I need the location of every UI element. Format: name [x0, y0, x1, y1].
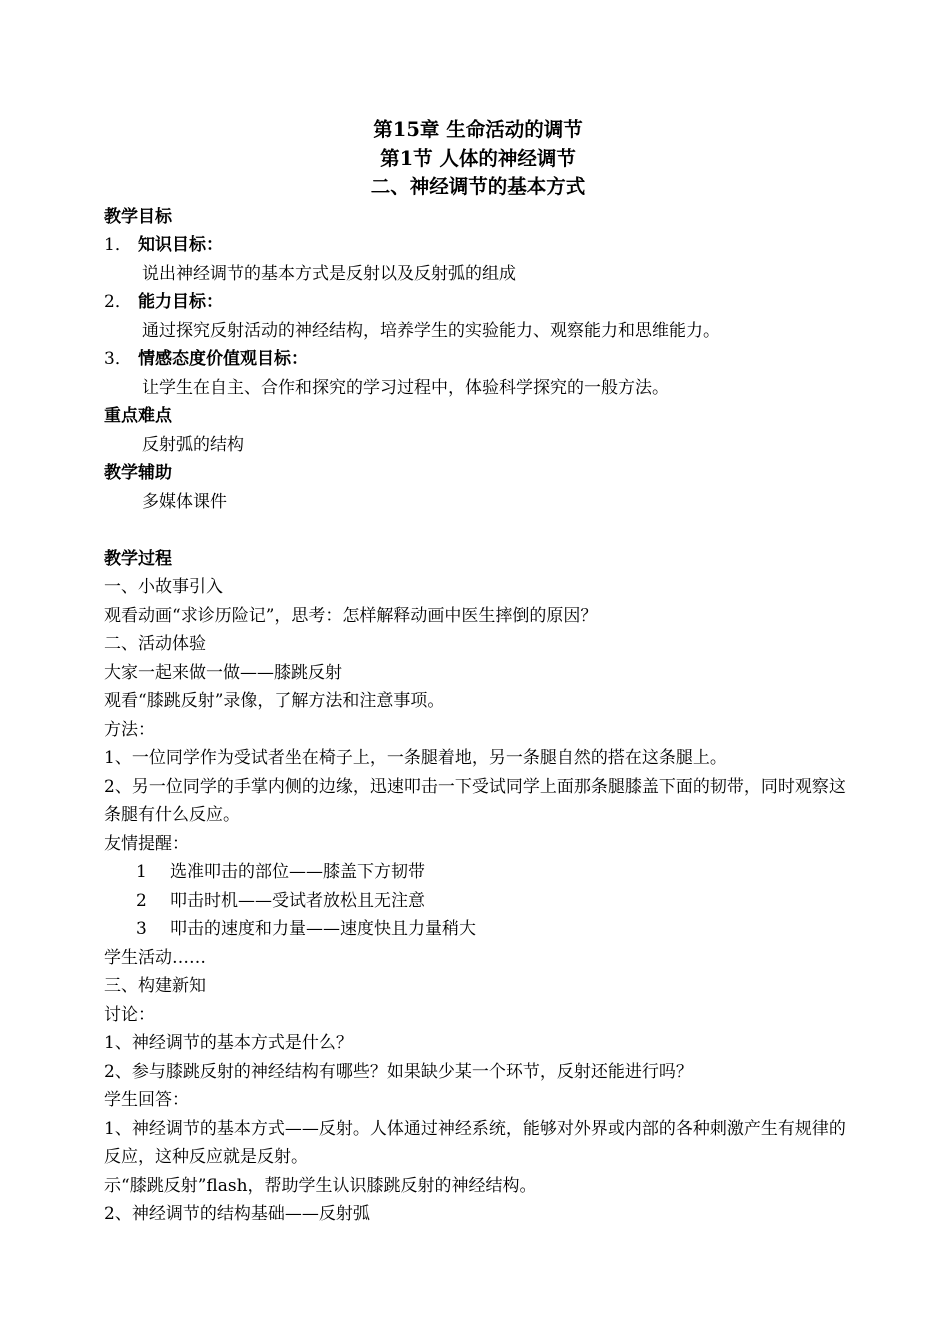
objectives-heading: 教学目标 — [104, 206, 172, 227]
objective-item — [104, 345, 852, 374]
aids-text: 多媒体课件 — [142, 491, 227, 512]
tip-number: 1 — [136, 862, 147, 882]
flash-note: 示“膝跳反射”flash，帮助学生认识膝跳反射的神经结构。 — [104, 1175, 537, 1196]
discuss-question: 1、神经调节的基本方式是什么？ — [104, 1033, 353, 1053]
process-heading: 教学过程 — [104, 548, 172, 569]
tip-item — [104, 858, 852, 887]
answer-text: 2、神经调节的结构基础——反射弧 — [104, 1204, 370, 1224]
objective-number: 2． — [104, 292, 132, 312]
objective-item — [104, 288, 852, 317]
build-title: 三、构建新知 — [104, 976, 206, 996]
objective-number: 1． — [104, 235, 132, 255]
tip-number: 2 — [136, 890, 147, 911]
chapter-title: 第15章 生命活动的调节 — [373, 118, 583, 141]
key-points-text: 反射弧的结构 — [142, 434, 244, 455]
tip-text: 叩击时机——受试者放松且无注意 — [170, 890, 425, 911]
objective-number: 3． — [104, 349, 132, 369]
key-points-heading: 重点难点 — [104, 406, 172, 426]
title-block — [104, 116, 852, 202]
document-page — [104, 116, 852, 1229]
objective-text: 让学生在自主、合作和探究的学习过程中，体验科学探究的一般方法。 — [142, 377, 669, 398]
method-step: 1、一位同学作为受试者坐在椅子上，一条腿着地，另一条腿自然的搭在这条腿上。 — [104, 748, 727, 768]
discuss-label: 讨论： — [104, 1004, 155, 1025]
tip-text: 选准叩击的部位——膝盖下方韧带 — [170, 862, 425, 882]
student-activity: 学生活动…… — [104, 947, 206, 968]
method-step: 2、另一位同学的手掌内侧的边缘，迅速叩击一下受试同学上面那条腿膝盖下面的韧带，同时观察这条腿有什么反应。 — [104, 776, 846, 825]
method-label: 方法： — [104, 719, 155, 740]
objective-item — [104, 231, 852, 260]
blank-line — [104, 516, 852, 545]
objective-label: 情感态度价值观目标： — [138, 349, 308, 369]
section-title: 第1节 人体的神经调节 — [380, 146, 576, 170]
discuss-question: 2、参与膝跳反射的神经结构有哪些？如果缺少某一个环节，反射还能进行吗？ — [104, 1061, 693, 1082]
tips-label: 友情提醒： — [104, 833, 189, 854]
tip-text: 叩击的速度和力量——速度快且力量稍大 — [170, 919, 476, 939]
objective-text: 说出神经调节的基本方式是反射以及反射弧的组成 — [142, 263, 516, 284]
activity-line: 大家一起来做一做——膝跳反射 — [104, 662, 342, 683]
aids-heading: 教学辅助 — [104, 463, 172, 483]
tip-item — [104, 887, 852, 916]
objective-label: 知识目标： — [138, 235, 223, 255]
objective-text: 通过探究反射活动的神经结构，培养学生的实验能力、观察能力和思维能力。 — [142, 320, 720, 341]
activity-line: 观看“膝跳反射”录像，了解方法和注意事项。 — [104, 691, 445, 711]
intro-text: 观看动画“求诊历险记”，思考：怎样解释动画中医生摔倒的原因？ — [104, 605, 598, 626]
answer-label: 学生回答： — [104, 1090, 189, 1110]
subsection-title: 二、神经调节的基本方式 — [370, 175, 586, 198]
intro-title: 一、小故事引入 — [104, 577, 223, 597]
tip-item — [104, 915, 852, 944]
objective-label: 能力目标： — [138, 292, 223, 312]
tip-number: 3 — [136, 919, 147, 939]
activity-title: 二、活动体验 — [104, 634, 206, 654]
answer-text: 1、神经调节的基本方式——反射。人体通过神经系统，能够对外界或内部的各种刺激产生有规律的反应，这种反应就是反射。 — [104, 1118, 846, 1167]
